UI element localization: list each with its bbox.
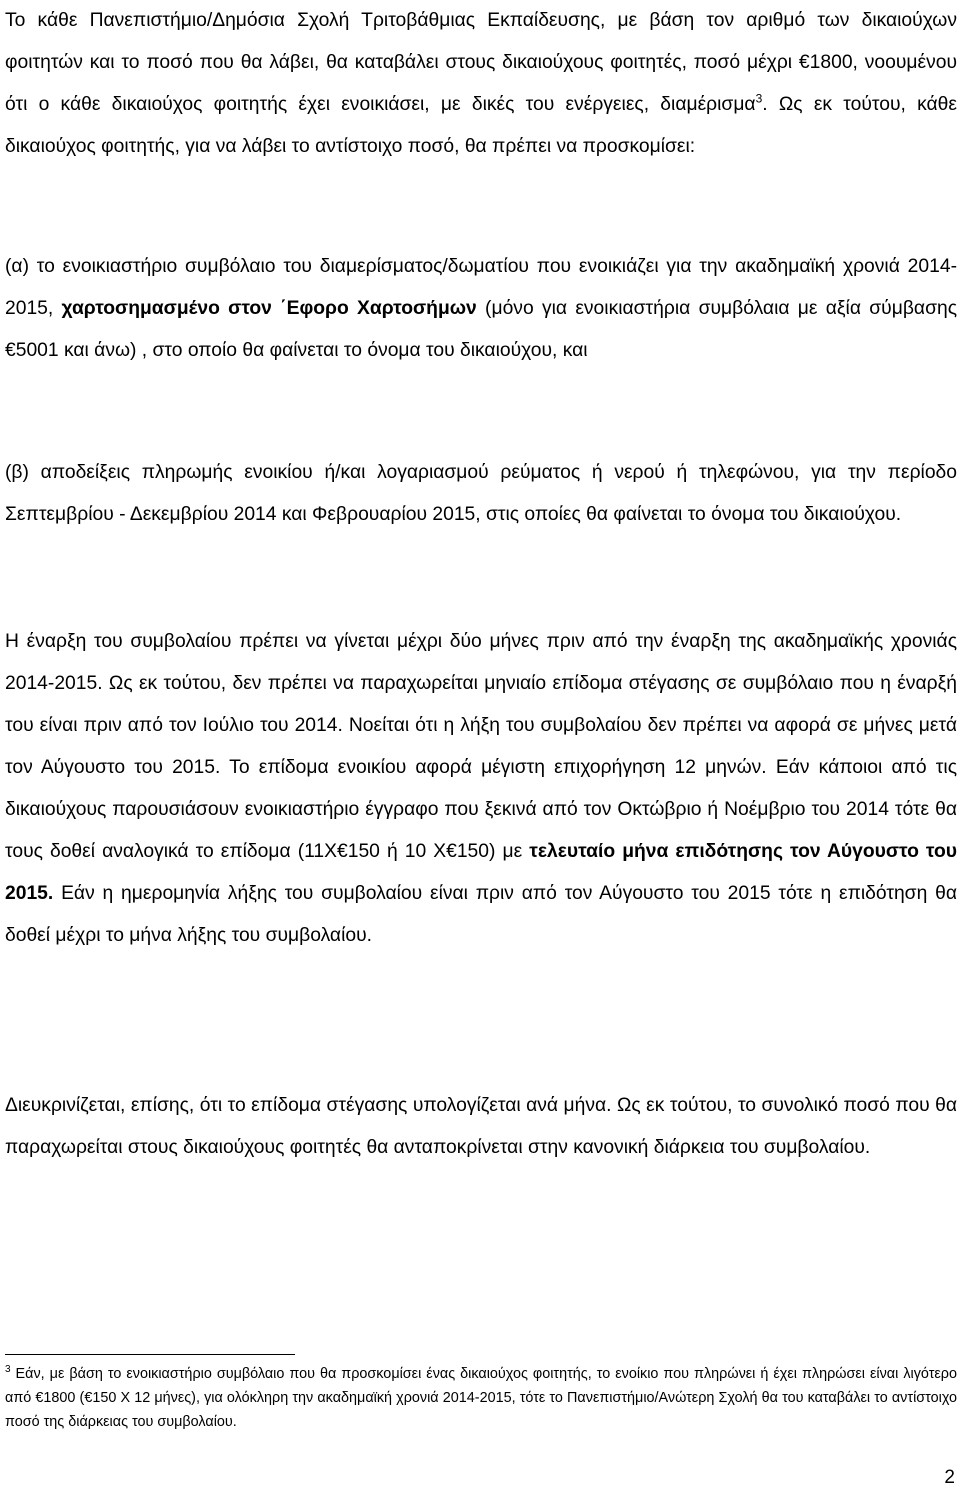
paragraph-item-a	[5, 246, 957, 372]
footnote-text: Εάν, με βάση το ενοικιαστήριο συμβόλαιο που θα προσκομίσει ένας δικαιούχος φοιτητής, το ενοίκιο που πληρώνει ή έχει πληρώσει είναι λιγότερο από €1800 (€150 Χ 12 μήνες), για ολόκληρη την ακαδημαϊκή χρονιά 2014-2015, τότε το Πανεπιστήμιο/Ανώτερη Σχολή θα του καταβάλει το αντίστοιχο ποσό της διάρκειας του συμβολαίου.	[5, 1366, 957, 1430]
page-number: 2	[944, 1467, 955, 1488]
paragraph-item-b: (β) αποδείξεις πληρωμής ενοικίου ή/και λογαριασμού ρεύματος ή νερού ή τηλεφώνου, για την περίοδο Σεπτεμβρίου - Δεκεμβρίου 2014 και Φεβρουαρίου 2015, στις οποίες θα φαίνεται το όνομα του δικαιούχου.	[5, 462, 957, 525]
footnote-separator	[5, 1354, 295, 1355]
paragraph-payment-terms	[5, 0, 957, 168]
paragraph-text: (μόνο για ενοικιαστήρια συμβόλαια με αξία σύμβασης €5001 και άνω) , στο οποίο θα φαίνεται το όνομα του δικαιούχου, και	[5, 298, 957, 361]
paragraph-monthly-calculation: Διευκρινίζεται, επίσης, ότι το επίδομα στέγασης υπολογίζεται ανά μήνα. Ως εκ τούτου, το συνολικό ποσό που θα παραχωρείται στους δικαιούχους φοιτητές θα ανταποκρίνεται στην κανονική διάρκεια του συμβολαίου.	[5, 1095, 957, 1158]
footnote-reference: 3	[755, 91, 763, 106]
paragraph-text: Το κάθε Πανεπιστήμιο/Δημόσια Σχολή Τριτοβάθμιας Εκπαίδευσης, με βάση τον αριθμό των δικαιούχων φοιτητών και το ποσό που θα λάβει, θα καταβάλει στους δικαιούχους φοιτητές, ποσό μέχρι €1800, νοουμένου ότι ο κάθε δικαιούχος φοιτητής έχει ενοικιάσει, με δικές του ενέργειες, διαμέρισμα	[5, 10, 957, 115]
bold-emphasis: τελευταίο μήνα επιδότησης τον Αύγουστο του 2015.	[5, 841, 957, 904]
paragraph-text: (α) το ενοικιαστήριο συμβόλαιο του διαμερίσματος/δωματίου που ενοικιάζει για την ακαδημαϊκή χρονιά 2014-2015,	[5, 256, 957, 319]
paragraph-text: Εάν η ημερομηνία λήξης του συμβολαίου είναι πριν από τον Αύγουστο του 2015 τότε η επιδότηση θα δοθεί μέχρι το μήνα λήξης του συμβολαίου.	[5, 883, 957, 946]
footnote	[5, 1362, 957, 1434]
paragraph-text: . Ως εκ τούτου, κάθε δικαιούχος φοιτητής, για να λάβει το αντίστοιχο ποσό, θα πρέπει να προσκομίσει:	[5, 94, 958, 157]
paragraph-contract-dates	[5, 621, 957, 957]
footnote-marker: 3	[5, 1364, 11, 1376]
paragraph-text: Η έναρξη του συμβολαίου πρέπει να γίνεται μέχρι δύο μήνες πριν από την έναρξη της ακαδημαϊκής χρονιάς 2014-2015. Ως εκ τούτου, δεν πρέπει να παραχωρείται μηνιαίο επίδομα στέγασης σε συμβόλαιο που η έναρξή του είναι πριν από τον Ιούλιο του 2014. Νοείται ότι η λήξη του συμβολαίου δεν πρέπει να αφορά σε μήνες μετά τον Αύγουστο του 2015. Το επίδομα ενοικίου αφορά μέγιστη επιχορήγηση 12 μηνών. Εάν κάποιοι από τις δικαιούχους παρουσιάσουν ενοικιαστήριο έγγραφο που ξεκινά από τον Οκτώβριο ή Νοέμβριο του 2014 τότε θα τους δοθεί αναλογικά το επίδομα (11Χ€150 ή 10 Χ€150) με	[5, 631, 957, 862]
bold-emphasis: χαρτοσημασμένο στον ΄Εφορο Χαρτοσήμων	[61, 298, 477, 319]
